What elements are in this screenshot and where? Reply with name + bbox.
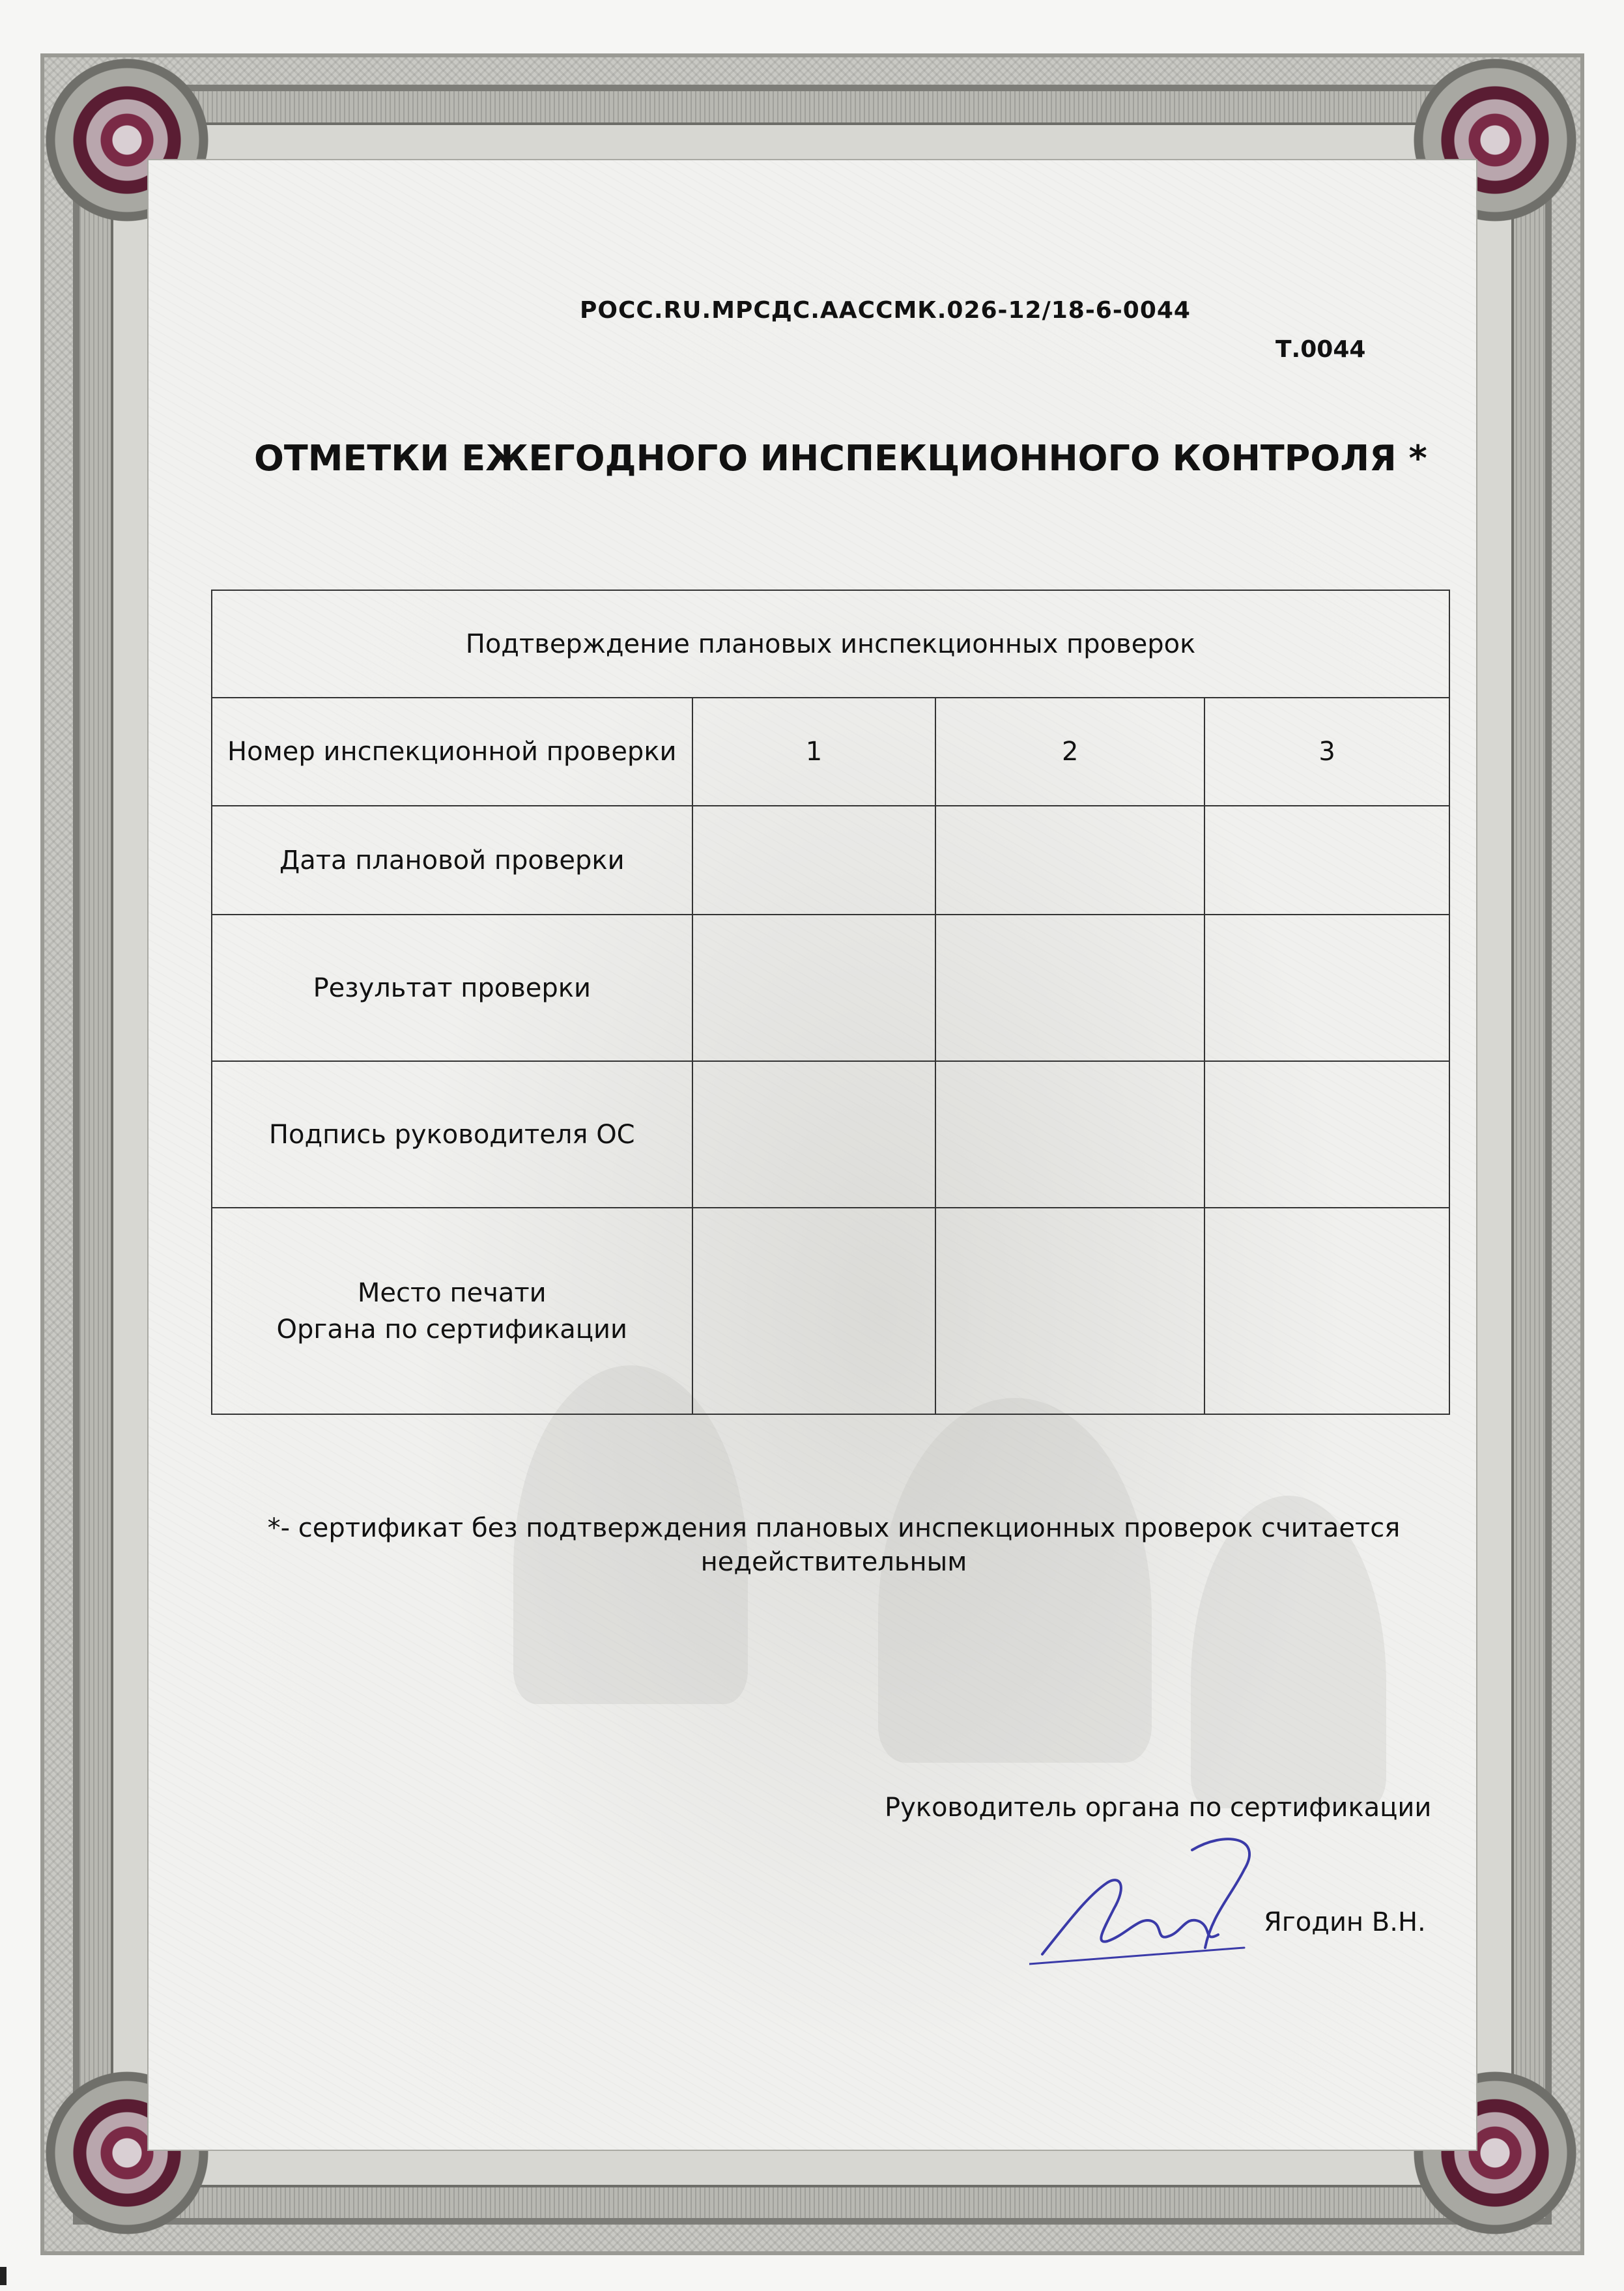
- watermark-dome-icon: [878, 1398, 1152, 1763]
- table-row: [212, 590, 1449, 698]
- table-row: [212, 1208, 1449, 1414]
- scan-mark: [0, 2267, 7, 2285]
- row-label-stamp: [212, 1208, 692, 1414]
- date-cell-1: [692, 806, 936, 915]
- signature-cell-3: [1204, 1061, 1449, 1208]
- inspection-table: [211, 590, 1450, 1415]
- signer-role: Руководитель органа по сертификации: [885, 1793, 1432, 1823]
- row-label-date: Дата плановой проверки: [212, 806, 692, 915]
- signature-cell-1: [692, 1061, 936, 1208]
- column-number-3: 3: [1204, 698, 1449, 806]
- stamp-label-line2: Органа по сертификации: [276, 1314, 628, 1345]
- page-title: ОТМЕТКИ ЕЖЕГОДНОГО ИНСПЕКЦИОННОГО КОНТРОЛЯ *: [254, 438, 1427, 479]
- date-cell-3: [1204, 806, 1449, 915]
- stamp-cell-1: [692, 1208, 936, 1414]
- column-number-2: 2: [935, 698, 1204, 806]
- table-header: Подтверждение плановых инспекционных проверок: [212, 590, 1449, 698]
- table-row: [212, 1061, 1449, 1208]
- result-cell-2: [935, 915, 1204, 1061]
- table-row: [212, 806, 1449, 915]
- row-label-result: Результат проверки: [212, 915, 692, 1061]
- table-row: [212, 698, 1449, 806]
- stamp-label-line1: Место печати: [357, 1277, 547, 1308]
- footnote: [195, 1511, 1472, 1579]
- table-row: [212, 915, 1449, 1061]
- signer-name: Ягодин В.Н.: [1264, 1907, 1426, 1937]
- certificate-number: РОСС.RU.МРСДС.ААССМК.026-12/18-6-0044: [580, 297, 1191, 324]
- form-code: Т.0044: [1275, 336, 1366, 363]
- result-cell-1: [692, 915, 936, 1061]
- signature-cell-2: [935, 1061, 1204, 1208]
- date-cell-2: [935, 806, 1204, 915]
- row-label-signature: Подпись руководителя ОС: [212, 1061, 692, 1208]
- footnote-line1: *- сертификат без подтверждения плановых инспекционных проверок считается: [267, 1513, 1401, 1543]
- result-cell-3: [1204, 915, 1449, 1061]
- stamp-cell-2: [935, 1208, 1204, 1414]
- handwritten-signature-icon: [1029, 1824, 1303, 1974]
- column-number-1: 1: [692, 698, 936, 806]
- row-label-number: Номер инспекционной проверки: [212, 698, 692, 806]
- stamp-cell-3: [1204, 1208, 1449, 1414]
- footnote-line2: недействительным: [700, 1547, 967, 1577]
